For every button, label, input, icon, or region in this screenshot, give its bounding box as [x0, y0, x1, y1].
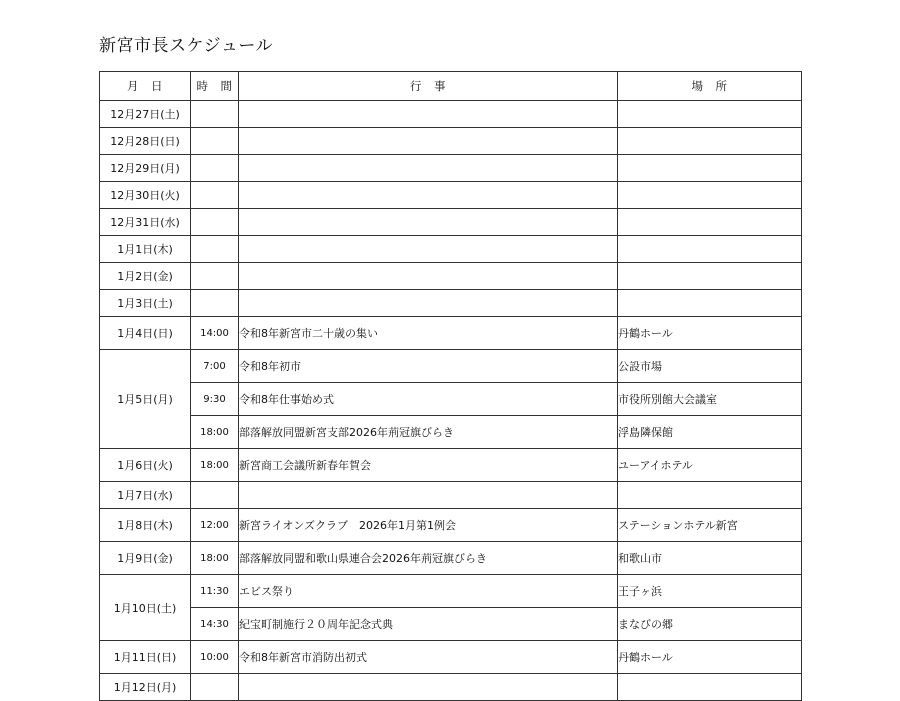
cell-event: 紀宝町制施行２０周年記念式典 — [239, 608, 618, 641]
table-row — [100, 350, 802, 383]
cell-place: 丹鶴ホール — [618, 641, 802, 674]
column-header-time: 時 間 — [191, 72, 239, 101]
cell-event: 令和8年初市 — [239, 350, 618, 383]
cell-time: 14:30 — [191, 608, 239, 641]
cell-place — [618, 128, 802, 155]
cell-place: 和歌山市 — [618, 542, 802, 575]
cell-time: 12:00 — [191, 509, 239, 542]
cell-place — [618, 236, 802, 263]
header-row — [100, 72, 802, 101]
table-body — [100, 101, 802, 701]
cell-date: 1月7日(水) — [100, 482, 191, 509]
cell-time: 11:30 — [191, 575, 239, 608]
cell-date: 12月27日(土) — [100, 101, 191, 128]
page-title: 新宮市長スケジュール — [99, 36, 273, 56]
cell-time — [191, 290, 239, 317]
cell-time — [191, 128, 239, 155]
column-header-event: 行 事 — [239, 72, 618, 101]
cell-place — [618, 182, 802, 209]
table-row — [100, 155, 802, 182]
cell-date: 1月3日(土) — [100, 290, 191, 317]
cell-date: 12月28日(日) — [100, 128, 191, 155]
cell-time — [191, 101, 239, 128]
cell-event: 令和8年仕事始め式 — [239, 383, 618, 416]
cell-place — [618, 482, 802, 509]
cell-date: 12月30日(火) — [100, 182, 191, 209]
table-row — [100, 449, 802, 482]
table-row — [100, 383, 802, 416]
cell-place: まなびの郷 — [618, 608, 802, 641]
cell-event — [239, 236, 618, 263]
cell-time: 18:00 — [191, 449, 239, 482]
table-row — [100, 128, 802, 155]
cell-event — [239, 674, 618, 701]
cell-date: 1月4日(日) — [100, 317, 191, 350]
cell-place: 丹鶴ホール — [618, 317, 802, 350]
cell-place: 浮島隣保館 — [618, 416, 802, 449]
cell-date: 12月31日(水) — [100, 209, 191, 236]
cell-place — [618, 155, 802, 182]
cell-event: 令和8年新宮市二十歳の集い — [239, 317, 618, 350]
table-row — [100, 674, 802, 701]
column-header-date: 月 日 — [100, 72, 191, 101]
cell-place — [618, 101, 802, 128]
cell-place: ユーアイホテル — [618, 449, 802, 482]
cell-event — [239, 182, 618, 209]
cell-time: 14:00 — [191, 317, 239, 350]
cell-event — [239, 290, 618, 317]
cell-event: エビス祭り — [239, 575, 618, 608]
column-header-place: 場 所 — [618, 72, 802, 101]
cell-time — [191, 674, 239, 701]
cell-time — [191, 236, 239, 263]
cell-date: 1月2日(金) — [100, 263, 191, 290]
table-row — [100, 482, 802, 509]
cell-time — [191, 263, 239, 290]
cell-time: 18:00 — [191, 416, 239, 449]
cell-place — [618, 674, 802, 701]
cell-time: 9:30 — [191, 383, 239, 416]
cell-date: 1月11日(日) — [100, 641, 191, 674]
cell-event: 新宮ライオンズクラブ 2026年1月第1例会 — [239, 509, 618, 542]
cell-place: ステーションホテル新宮 — [618, 509, 802, 542]
cell-event: 部落解放同盟和歌山県連合会2026年荊冠旗びらき — [239, 542, 618, 575]
cell-time — [191, 155, 239, 182]
cell-event: 令和8年新宮市消防出初式 — [239, 641, 618, 674]
table-row — [100, 416, 802, 449]
cell-date: 1月1日(木) — [100, 236, 191, 263]
table-row — [100, 290, 802, 317]
cell-date: 1月8日(木) — [100, 509, 191, 542]
cell-event — [239, 209, 618, 236]
cell-place: 市役所別館大会議室 — [618, 383, 802, 416]
cell-place — [618, 290, 802, 317]
cell-event — [239, 128, 618, 155]
table-row — [100, 209, 802, 236]
cell-time: 7:00 — [191, 350, 239, 383]
table-row — [100, 575, 802, 608]
cell-event — [239, 263, 618, 290]
table-row — [100, 509, 802, 542]
table-row — [100, 263, 802, 290]
table-row — [100, 641, 802, 674]
cell-event — [239, 155, 618, 182]
cell-date: 1月10日(土) — [100, 575, 191, 641]
table-row — [100, 236, 802, 263]
cell-event: 新宮商工会議所新春年賀会 — [239, 449, 618, 482]
table-row — [100, 101, 802, 128]
cell-time: 10:00 — [191, 641, 239, 674]
cell-place: 王子ヶ浜 — [618, 575, 802, 608]
cell-event — [239, 101, 618, 128]
cell-date: 1月9日(金) — [100, 542, 191, 575]
table-row — [100, 542, 802, 575]
cell-date: 1月5日(月) — [100, 350, 191, 449]
table-header — [100, 72, 802, 101]
cell-time — [191, 482, 239, 509]
cell-time: 18:00 — [191, 542, 239, 575]
cell-time — [191, 182, 239, 209]
table-row — [100, 317, 802, 350]
table-row — [100, 608, 802, 641]
table-row — [100, 182, 802, 209]
cell-place — [618, 263, 802, 290]
schedule-table — [99, 71, 802, 701]
cell-event — [239, 482, 618, 509]
cell-place: 公設市場 — [618, 350, 802, 383]
cell-time — [191, 209, 239, 236]
cell-place — [618, 209, 802, 236]
cell-event: 部落解放同盟新宮支部2026年荊冠旗びらき — [239, 416, 618, 449]
cell-date: 12月29日(月) — [100, 155, 191, 182]
cell-date: 1月12日(月) — [100, 674, 191, 701]
cell-date: 1月6日(火) — [100, 449, 191, 482]
